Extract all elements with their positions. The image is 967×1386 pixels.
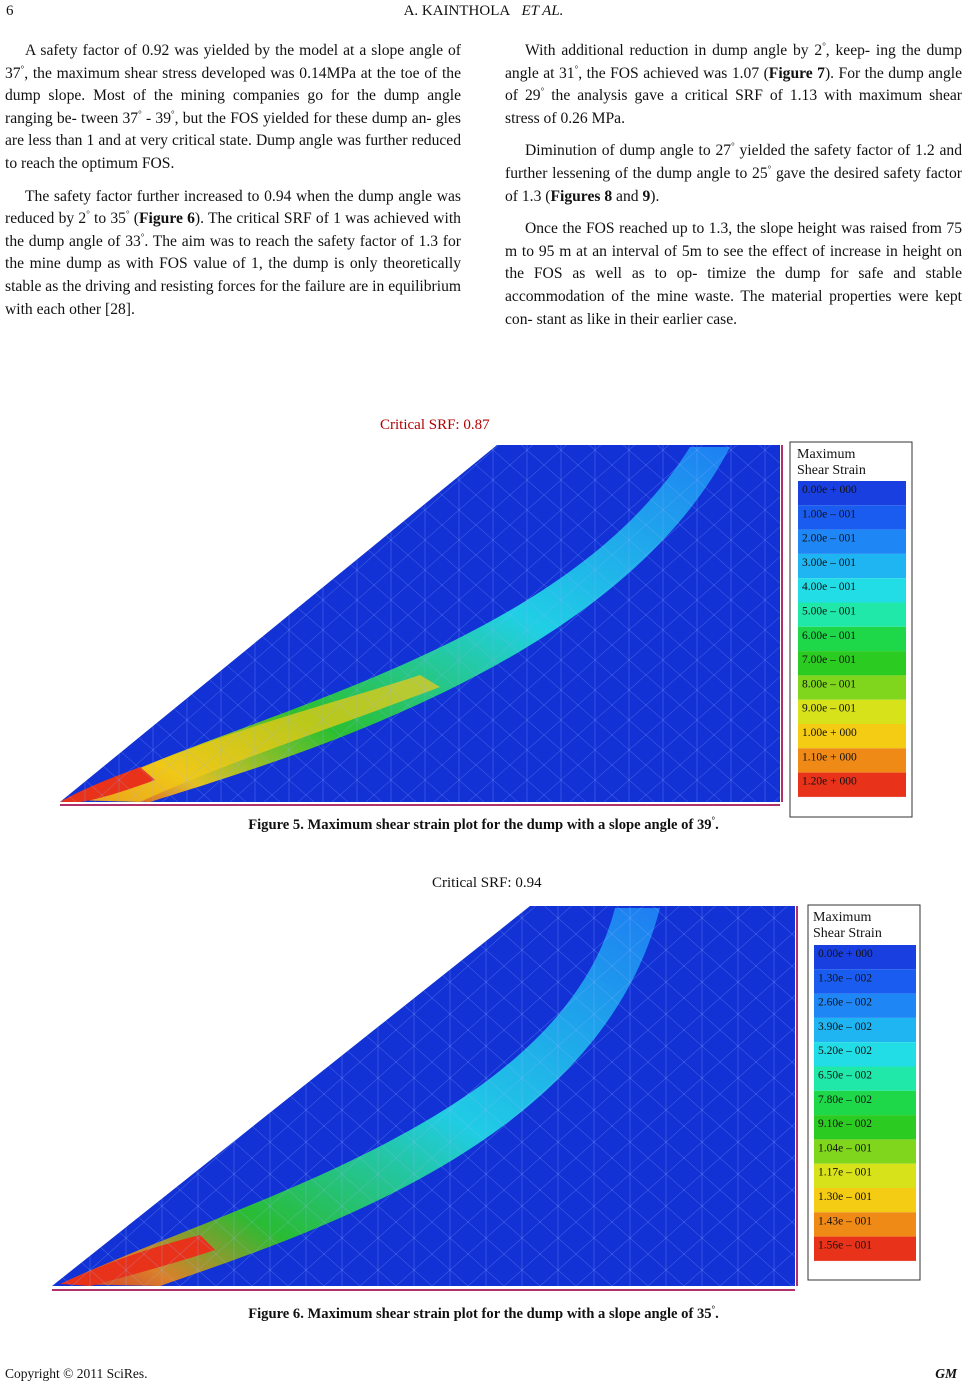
legend-value: 1.56e – 001 [818,1239,872,1252]
figure-5 [0,405,967,845]
figure-5-caption-end: . [715,817,719,833]
degree-symbol: ° [140,231,145,242]
text-run: gave the desired safety factor of 1.3 ( [505,164,962,205]
legend-value: 6.00e – 001 [802,629,856,642]
legend-value: 5.00e – 001 [802,605,856,618]
degree-symbol: ° [125,209,130,220]
text-run: to 35 [89,210,126,228]
text-run: ). The critical SRF of 1 was achieved with the dump angle of 33 [5,210,461,250]
figure-5-caption-text: Figure 5. Maximum shear strain plot for the dump with a slope angle of 39 [248,817,712,833]
legend-value: 0.00e + 000 [818,948,873,960]
text-run: ). For the dump angle of 29 [505,64,962,105]
figure-5-srf-label: Critical SRF: 0.87 [380,417,490,433]
legend-value: 1.30e – 002 [818,972,872,985]
text-run: Once the FOS reached up to 1.3, the slope height was raised from 75 m to 95 m at an interval of 5m to see the effect of increase in height on the FOS as well as to op- timize the dump for safe and stable accommodation of the mine waste. The material properties were kept con- stant as like in their earlier case. [505,220,962,328]
footer-journal: GM [935,1366,957,1381]
legend-value: 1.20e + 000 [802,775,857,788]
degree-symbol: ° [86,209,90,220]
legend-value: 1.10e + 000 [802,751,857,764]
text-run: ). [650,187,660,205]
figure-5-legend-title-2: Shear Strain [797,463,866,478]
legend-value: 1.00e – 001 [802,508,856,521]
right-text-column [505,40,962,341]
legend-value: 3.00e – 001 [802,556,856,569]
figure-6-caption-end: . [715,1306,719,1322]
paragraph [5,186,461,322]
left-text-column [5,40,461,331]
figure-reference: Figures 8 [550,187,613,205]
figure-6-srf-label: Critical SRF: 0.94 [432,875,542,891]
header-author: A. KAINTHOLA [403,3,511,19]
text-run: With additional reduction in dump angle by 2 [525,42,823,59]
figure-6-legend [814,945,916,1261]
text-run: and [612,187,643,205]
figure-5-legend [798,481,906,797]
degree-symbol: ° [20,63,25,74]
text-run: The safety factor further increased to 0.94 when the dump angle was reduced by 2 [5,187,461,228]
figure-6 [0,870,967,1340]
figure-5-caption-degree: ° [711,815,716,825]
degree-symbol: ° [171,108,175,119]
figure-reference: 9 [642,187,651,205]
text-run: , the maximum shear stress developed was 0.14MPa at the toe of the dump slope. Most of the mining companies go for the dump angle ranging be- tween 37 [5,64,461,127]
paragraph [505,40,962,130]
figure-5-legend-title-1: Maximum [797,447,856,462]
degree-symbol: ° [767,163,772,174]
figure-6-caption-degree: ° [711,1304,716,1314]
figure-6-caption [0,1306,967,1323]
text-run: , the FOS achieved was 1.07 ( [578,64,769,82]
figure-5-plot [0,405,967,845]
degree-symbol: ° [731,141,735,152]
text-run: , but the FOS yielded for these dump an- gles are less than 1 and at very critical state. Dump angle was further reduced to reach the optimum FOS. [5,109,461,172]
legend-value: 5.20e – 002 [818,1045,872,1058]
paragraph [505,218,962,331]
degree-symbol: ° [822,41,826,51]
legend-value: 0.00e + 000 [802,484,857,496]
running-header [0,3,967,20]
legend-value: 7.00e – 001 [802,654,856,667]
legend-value: 7.80e – 002 [818,1093,872,1106]
figure-6-legend-title-1: Maximum [813,910,872,925]
text-run: yielded the safety factor of 1.2 and further lessening of the dump angle to 25 [505,142,963,182]
figure-6-plot [0,870,967,1310]
text-run: the analysis gave a critical SRF of 1.13 with maximum shear stress of 0.26 MPa. [505,87,963,127]
legend-value: 1.30e – 001 [818,1191,872,1203]
text-run: ( [129,210,139,228]
degree-symbol: ° [138,108,142,119]
degree-symbol: ° [574,63,579,74]
text-run: A safety factor of 0.92 was yielded by the model at a slope angle of 37 [5,42,461,82]
legend-value: 2.00e – 001 [802,532,856,545]
figure-6-caption-text: Figure 6. Maximum shear strain plot for the dump with a slope angle of 35 [248,1306,712,1322]
footer-copyright: Copyright © 2011 SciRes. [5,1366,148,1381]
legend-value: 1.04e – 001 [818,1142,872,1155]
text-run: - 39 [141,109,171,127]
legend-value: 9.10e – 002 [818,1118,872,1131]
text-run: Diminution of dump angle to 27 [525,142,732,160]
text-run: . The aim was to reach the safety factor of 1.3 for the mine dump as with FOS value of 1, the dump is only theoretically stable as the driving and resisting forces for the failure are in equilibrium with each other [28]. [5,232,461,318]
figure-reference: Figure 7 [768,64,825,82]
paragraph [5,40,461,176]
text-run: , keep- ing the dump angle at 31 [505,42,963,82]
legend-value: 6.50e – 002 [818,1069,872,1082]
legend-value: 4.00e – 001 [802,581,856,594]
degree-symbol: ° [540,86,545,97]
figure-reference: Figure 6 [139,210,195,228]
legend-value: 2.60e – 002 [818,996,872,1009]
legend-value: 1.00e + 000 [802,727,857,739]
legend-value: 8.00e – 001 [802,678,856,691]
figure-5-caption [0,817,967,834]
legend-value: 9.00e – 001 [802,702,856,715]
page-number: 6 [6,3,14,19]
header-author-etal: ET AL. [521,3,564,19]
legend-value: 1.43e – 001 [818,1215,872,1228]
legend-value: 3.90e – 002 [818,1020,872,1033]
paragraph [505,140,962,208]
figure-6-legend-title-2: Shear Strain [813,926,882,941]
legend-value: 1.17e – 001 [818,1166,872,1179]
